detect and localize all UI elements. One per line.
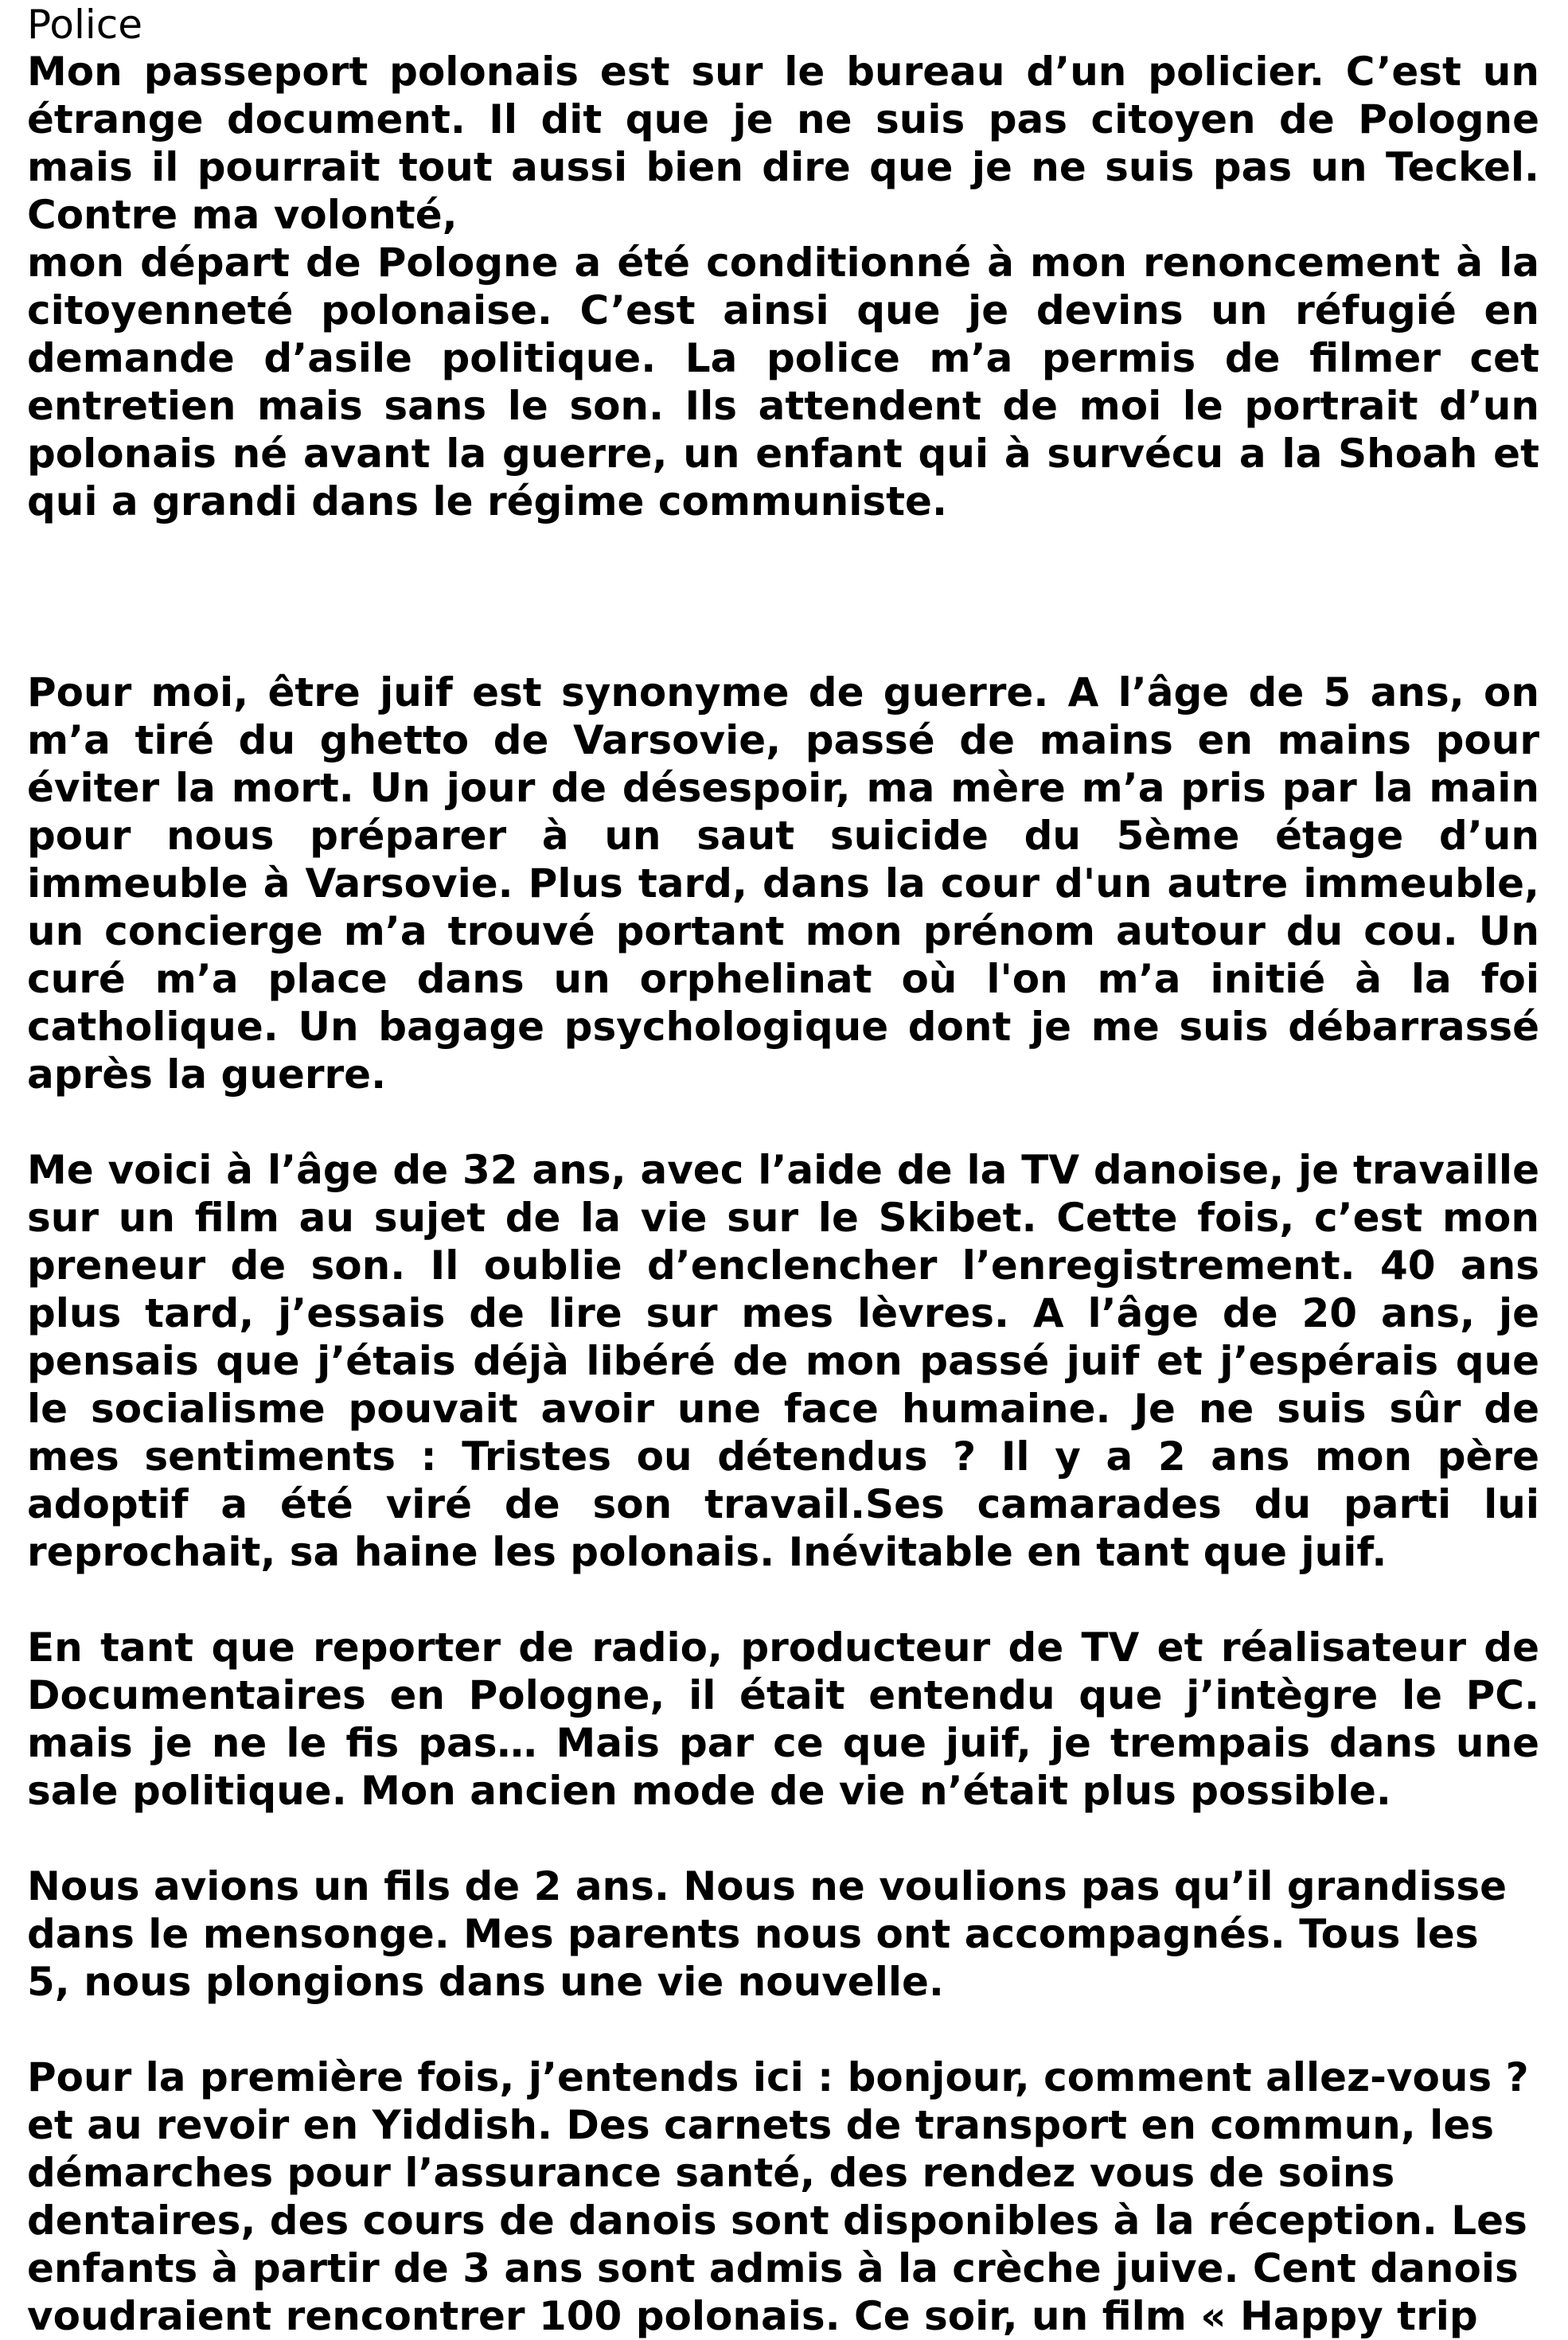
paragraph-family-text: Nous avions un fils de 2 ans. Nous ne voulions pas qu’il grandisse dans le mensonge. Mes parents nous ont accompagnés. Tous les 5, nous plongions dans une vie nouvelle. <box>27 1863 1508 2005</box>
paragraph-passport <box>27 48 1539 525</box>
paragraph-career-text: En tant que reporter de radio, producteur de TV et réalisateur de Documentaires en Pologne, il était entendu que j’intègre le PC. mais je ne le fis pas… Mais par ce que juif, je trempais dans une sale politique. Mon ancien mode de vie n’était plus possible. <box>27 1624 1539 1814</box>
paragraph-career <box>27 1624 1539 1815</box>
paragraph-film-text: Me voici à l’âge de 32 ans, avec l’aide de la TV danoise, je travaille sur un film au sujet de la vie sur le Skibet. Cette fois, c’est mon preneur de son. Il oublie d’enclencher l’enregistrement. 40 ans plus tard, j’essais de lire sur mes lèvres. A l’âge de 20 ans, je pensais que j’étais déjà libéré de mon passé juif et j’espérais que le socialisme pouvait avoir une face humaine. Je ne suis sûr de mes sentiments : Tristes ou détendus ? Il y a 2 ans mon père adoptif a été viré de son travail.Ses camarades du parti lui reprochait, sa haine les polonais. Inévitable en tant que juif. <box>27 1147 1539 1575</box>
paragraph-childhood <box>27 669 1539 1098</box>
document-page <box>27 0 1539 2340</box>
paragraph-arrival <box>27 2053 1539 2340</box>
paragraph-arrival-text: Pour la première fois, j’entends ici : bonjour, comment allez-vous ? et au revoir en Yiddish. Des carnets de transport en commun, les démarches pour l’assurance santé, des rendez vous de soins dentaires, des cours de danois sont disponibles à la réception. Les enfants à partir de 3 ans sont admis à la crèche juive. Cent danois voudraient rencontrer 100 polonais. Ce soir, un film « Happy trip <box>27 2054 1529 2339</box>
paragraph-film <box>27 1146 1539 1576</box>
paragraph-childhood-text: Pour moi, être juif est synonyme de guerre. A l’âge de 5 ans, on m’a tiré du ghetto de Varsovie, passé de mains en mains pour éviter la mort. Un jour de désespoir, ma mère m’a pris par la main pour nous préparer à un saut suicide du 5ème étage d’un immeuble à Varsovie. Plus tard, dans la cour d'un autre immeuble, un concierge m’a trouvé portant mon prénom autour du cou. Un curé m’a place dans un orphelinat où l'on m’a initié à la foi catholique. Un bagage psychologique dont je me suis débarrassé après la guerre. <box>27 669 1539 1098</box>
paragraph-family <box>27 1862 1539 2006</box>
document-title: Police <box>27 2 142 48</box>
paragraph-passport-text: Mon passeport polonais est sur le bureau d’un policier. C’est un étrange document. Il dit que je ne suis pas citoyen de Pologne mais il pourrait tout aussi bien dire que je ne suis pas un Teckel. Contre ma volonté, mon départ de Pologne a été conditionné à mon renoncement à la citoyenneté polonaise. C’est ainsi que je devins un réfugié en demande d’asile politique. La police m’a permis de filmer cet entretien mais sans le son. Ils attendent de moi le portrait d’un polonais né avant la guerre, un enfant qui à survécu a la Shoah et qui a grandi dans le régime communiste. <box>27 49 1539 525</box>
